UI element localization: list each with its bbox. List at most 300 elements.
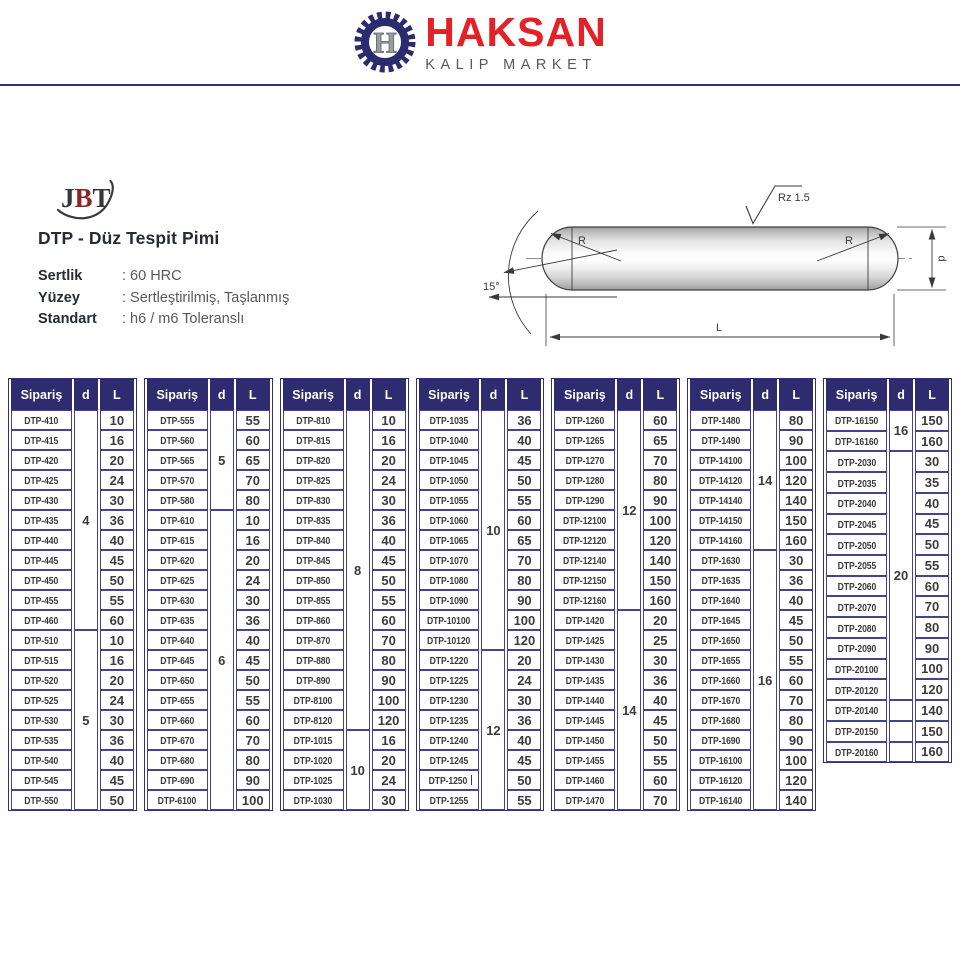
table-row bbox=[419, 670, 542, 690]
table-row bbox=[419, 470, 542, 490]
table-row bbox=[283, 610, 406, 630]
part-number-cell: DTP-1425 bbox=[554, 630, 615, 650]
table-row bbox=[419, 770, 542, 790]
table-row bbox=[554, 730, 677, 750]
part-number-cell: DTP-2045 bbox=[826, 514, 887, 535]
table-row bbox=[690, 790, 813, 810]
part-number-cell: DTP-20160 bbox=[826, 742, 887, 763]
part-number-cell: DTP-1630 bbox=[690, 550, 751, 570]
part-number-cell: DTP-1690 bbox=[690, 730, 751, 750]
table-row bbox=[690, 770, 813, 790]
diameter-cell: 14 bbox=[753, 410, 777, 550]
length-cell: 50 bbox=[372, 570, 406, 590]
part-number-cell: DTP-560 bbox=[147, 430, 208, 450]
part-number-cell: DTP-435 bbox=[11, 510, 72, 530]
part-number-cell: DTP-870 bbox=[283, 630, 344, 650]
header-divider bbox=[0, 84, 960, 86]
table-row bbox=[690, 430, 813, 450]
length-cell: 30 bbox=[915, 451, 949, 472]
part-number-cell: DTP-880 bbox=[283, 650, 344, 670]
part-number-cell: DTP-1060 bbox=[419, 510, 480, 530]
column-header-length: L bbox=[643, 379, 677, 410]
column-header-order: Sipariş bbox=[11, 379, 72, 410]
length-cell: 36 bbox=[507, 710, 541, 730]
part-number-cell: DTP-1055 bbox=[419, 490, 480, 510]
table-row bbox=[554, 430, 677, 450]
table-row bbox=[283, 670, 406, 690]
column-header-diameter: d bbox=[346, 379, 370, 410]
table-row bbox=[147, 430, 270, 450]
column-header-diameter: d bbox=[889, 379, 913, 410]
length-cell: 25 bbox=[643, 630, 677, 650]
table-row bbox=[11, 470, 134, 490]
length-cell: 80 bbox=[372, 650, 406, 670]
length-cell: 20 bbox=[100, 670, 134, 690]
diameter-cell bbox=[889, 721, 913, 742]
table-row bbox=[554, 790, 677, 810]
part-number-cell: DTP-1480 bbox=[690, 410, 751, 430]
length-cell: 30 bbox=[507, 690, 541, 710]
table-row bbox=[419, 410, 542, 430]
length-cell: 45 bbox=[643, 710, 677, 730]
table-row bbox=[690, 690, 813, 710]
part-number-cell: DTP-16150 bbox=[826, 410, 887, 431]
brand-name: HAKSAN bbox=[425, 8, 607, 55]
length-cell: 120 bbox=[643, 530, 677, 550]
table-row bbox=[554, 650, 677, 670]
column-header-length: L bbox=[779, 379, 813, 410]
part-number-cell: DTP-20100 bbox=[826, 659, 887, 680]
length-cell: 10 bbox=[100, 410, 134, 430]
part-number-cell: DTP-16120 bbox=[690, 770, 751, 790]
table-row bbox=[554, 510, 677, 530]
table-row bbox=[554, 750, 677, 770]
part-number-cell: DTP-6100 bbox=[147, 790, 208, 810]
table-row bbox=[283, 730, 406, 750]
part-number-cell: DTP-1230 bbox=[419, 690, 480, 710]
length-cell: 40 bbox=[915, 493, 949, 514]
part-number-cell: DTP-1270 bbox=[554, 450, 615, 470]
table-row bbox=[690, 670, 813, 690]
length-cell: 150 bbox=[915, 721, 949, 742]
length-cell: 36 bbox=[643, 670, 677, 690]
length-cell: 60 bbox=[507, 510, 541, 530]
length-cell: 45 bbox=[779, 610, 813, 630]
length-cell: 24 bbox=[507, 670, 541, 690]
table-row bbox=[11, 770, 134, 790]
part-number-cell: DTP-565 bbox=[147, 450, 208, 470]
table-row bbox=[147, 410, 270, 430]
length-cell: 90 bbox=[779, 730, 813, 750]
part-number-cell: DTP-1670 bbox=[690, 690, 751, 710]
part-number-cell: DTP-810 bbox=[283, 410, 344, 430]
table-row bbox=[690, 550, 813, 570]
length-cell: 140 bbox=[643, 550, 677, 570]
length-cell: 70 bbox=[372, 630, 406, 650]
table-row bbox=[11, 710, 134, 730]
spec-value: : Sertleştirilmiş, Taşlanmış bbox=[122, 289, 290, 306]
part-number-cell: DTP-12140 bbox=[554, 550, 615, 570]
order-table-group-7 bbox=[823, 378, 952, 763]
table-row bbox=[690, 650, 813, 670]
column-header-order: Sipariş bbox=[147, 379, 208, 410]
part-number-cell: DTP-1460 bbox=[554, 770, 615, 790]
length-cell: 24 bbox=[372, 470, 406, 490]
part-number-cell: DTP-1045 bbox=[419, 450, 480, 470]
length-cell: 120 bbox=[915, 679, 949, 700]
spec-label: Standart bbox=[38, 311, 97, 327]
diameter-cell: 6 bbox=[210, 510, 234, 810]
diameter-cell: 12 bbox=[617, 410, 641, 610]
table-row bbox=[283, 510, 406, 530]
length-cell: 40 bbox=[507, 730, 541, 750]
table-row bbox=[11, 570, 134, 590]
part-number-cell: DTP-850 bbox=[283, 570, 344, 590]
order-table-group-5 bbox=[551, 378, 680, 811]
length-cell: 70 bbox=[507, 550, 541, 570]
table-row bbox=[554, 670, 677, 690]
diameter-cell: 16 bbox=[889, 410, 913, 451]
table-row bbox=[826, 596, 949, 617]
part-number-cell: DTP-2040 bbox=[826, 493, 887, 514]
length-cell: 36 bbox=[100, 510, 134, 530]
table-row bbox=[826, 451, 949, 472]
length-cell: 140 bbox=[779, 490, 813, 510]
table-row bbox=[554, 530, 677, 550]
diameter-cell: 20 bbox=[889, 451, 913, 700]
part-number-cell: DTP-550 bbox=[11, 790, 72, 810]
table-row bbox=[147, 590, 270, 610]
length-cell: 36 bbox=[372, 510, 406, 530]
table-row bbox=[147, 710, 270, 730]
length-cell: 40 bbox=[100, 750, 134, 770]
part-number-cell: DTP-1025 bbox=[283, 770, 344, 790]
part-number-cell: DTP-545 bbox=[11, 770, 72, 790]
length-cell: 60 bbox=[915, 576, 949, 597]
table-row bbox=[826, 638, 949, 659]
length-cell: 120 bbox=[779, 770, 813, 790]
part-number-cell: DTP-845 bbox=[283, 550, 344, 570]
part-number-cell: DTP-16140 bbox=[690, 790, 751, 810]
table-row bbox=[147, 750, 270, 770]
length-cell: 40 bbox=[507, 430, 541, 450]
diameter-cell: 5 bbox=[210, 410, 234, 510]
length-cell: 20 bbox=[100, 450, 134, 470]
table-row bbox=[554, 470, 677, 490]
diameter-cell: 10 bbox=[481, 410, 505, 650]
table-row bbox=[554, 590, 677, 610]
length-cell: 50 bbox=[779, 630, 813, 650]
part-number-cell: DTP-1455 bbox=[554, 750, 615, 770]
length-cell: 70 bbox=[643, 790, 677, 810]
table-row bbox=[690, 450, 813, 470]
part-number-cell: DTP-1280 bbox=[554, 470, 615, 490]
length-cell: 16 bbox=[100, 650, 134, 670]
length-cell: 90 bbox=[372, 670, 406, 690]
part-number-cell: DTP-14140 bbox=[690, 490, 751, 510]
length-cell: 40 bbox=[643, 690, 677, 710]
part-number-cell: DTP-825 bbox=[283, 470, 344, 490]
length-cell: 45 bbox=[100, 770, 134, 790]
column-header-order: Sipariş bbox=[826, 379, 887, 410]
part-number-cell: DTP-455 bbox=[11, 590, 72, 610]
length-cell: 45 bbox=[372, 550, 406, 570]
table-row bbox=[419, 550, 542, 570]
table-row bbox=[11, 410, 134, 430]
table-row bbox=[419, 630, 542, 650]
page-title: DTP - Düz Tespit Pimi bbox=[38, 228, 220, 248]
length-cell: 100 bbox=[779, 750, 813, 770]
length-cell: 30 bbox=[100, 490, 134, 510]
length-cell: 60 bbox=[100, 610, 134, 630]
table-row bbox=[690, 610, 813, 630]
table-row bbox=[419, 690, 542, 710]
text-cursor bbox=[471, 775, 472, 785]
part-number-cell: DTP-1255 bbox=[419, 790, 480, 810]
table-row bbox=[283, 430, 406, 450]
length-cell: 80 bbox=[236, 490, 270, 510]
table-row bbox=[826, 493, 949, 514]
length-cell: 80 bbox=[915, 617, 949, 638]
length-cell: 120 bbox=[372, 710, 406, 730]
length-cell: 30 bbox=[372, 790, 406, 810]
length-label: L bbox=[716, 322, 723, 334]
length-cell: 70 bbox=[236, 470, 270, 490]
length-cell: 45 bbox=[507, 750, 541, 770]
length-cell: 16 bbox=[100, 430, 134, 450]
part-number-cell: DTP-1050 bbox=[419, 470, 480, 490]
part-number-cell: DTP-2030 bbox=[826, 451, 887, 472]
table-row bbox=[283, 630, 406, 650]
length-cell: 16 bbox=[372, 730, 406, 750]
brand-text bbox=[425, 8, 607, 73]
part-number-cell: DTP-860 bbox=[283, 610, 344, 630]
length-cell: 160 bbox=[915, 742, 949, 763]
table-row bbox=[826, 576, 949, 597]
table-row bbox=[283, 750, 406, 770]
table-row bbox=[690, 530, 813, 550]
length-cell: 50 bbox=[100, 790, 134, 810]
length-cell: 150 bbox=[779, 510, 813, 530]
part-number-cell: DTP-530 bbox=[11, 710, 72, 730]
table-row bbox=[826, 659, 949, 680]
part-number-cell: DTP-630 bbox=[147, 590, 208, 610]
table-row bbox=[11, 550, 134, 570]
part-number-cell: DTP-1260 bbox=[554, 410, 615, 430]
spec-label: Yüzey bbox=[38, 289, 80, 306]
order-table-group-6 bbox=[687, 378, 816, 811]
site-header bbox=[0, 10, 960, 74]
length-cell: 60 bbox=[643, 770, 677, 790]
table-row bbox=[11, 490, 134, 510]
part-number-cell: DTP-2080 bbox=[826, 617, 887, 638]
length-cell: 160 bbox=[915, 431, 949, 452]
table-row bbox=[419, 570, 542, 590]
monogram-letter: H bbox=[373, 26, 397, 60]
table-row bbox=[826, 700, 949, 721]
length-cell: 100 bbox=[643, 510, 677, 530]
part-number-cell: DTP-1250 bbox=[419, 770, 480, 790]
column-header-diameter: d bbox=[74, 379, 98, 410]
column-header-order: Sipariş bbox=[283, 379, 344, 410]
spec-row bbox=[38, 288, 289, 310]
table-row bbox=[283, 590, 406, 610]
part-number-cell: DTP-1650 bbox=[690, 630, 751, 650]
part-number-cell: DTP-1440 bbox=[554, 690, 615, 710]
diameter-cell: 10 bbox=[346, 730, 370, 810]
part-number-cell: DTP-12100 bbox=[554, 510, 615, 530]
diameter-cell: 16 bbox=[753, 550, 777, 810]
length-cell: 30 bbox=[100, 710, 134, 730]
angle-arc bbox=[508, 211, 538, 334]
table-row bbox=[690, 470, 813, 490]
length-cell: 50 bbox=[915, 534, 949, 555]
part-number-cell: DTP-1655 bbox=[690, 650, 751, 670]
length-cell: 50 bbox=[643, 730, 677, 750]
length-cell: 40 bbox=[100, 530, 134, 550]
length-cell: 45 bbox=[100, 550, 134, 570]
table-row bbox=[419, 490, 542, 510]
order-table-group-4 bbox=[416, 378, 545, 811]
table-row bbox=[419, 510, 542, 530]
table-row bbox=[147, 450, 270, 470]
part-number-cell: DTP-2050 bbox=[826, 534, 887, 555]
table-row bbox=[826, 514, 949, 535]
length-cell: 120 bbox=[779, 470, 813, 490]
table-row bbox=[419, 750, 542, 770]
order-table-group-1 bbox=[8, 378, 137, 811]
spec-value: : 60 HRC bbox=[122, 268, 182, 284]
table-row bbox=[419, 590, 542, 610]
part-number-cell: DTP-815 bbox=[283, 430, 344, 450]
table-row bbox=[11, 730, 134, 750]
length-cell: 55 bbox=[643, 750, 677, 770]
table-row bbox=[419, 710, 542, 730]
table-row bbox=[283, 490, 406, 510]
column-header-diameter: d bbox=[481, 379, 505, 410]
part-number-cell: DTP-840 bbox=[283, 530, 344, 550]
part-number-cell: DTP-515 bbox=[11, 650, 72, 670]
part-number-cell: DTP-20120 bbox=[826, 679, 887, 700]
length-cell: 70 bbox=[236, 730, 270, 750]
table-row bbox=[147, 570, 270, 590]
part-number-cell: DTP-650 bbox=[147, 670, 208, 690]
length-cell: 50 bbox=[236, 670, 270, 690]
part-number-cell: DTP-1015 bbox=[283, 730, 344, 750]
length-cell: 100 bbox=[507, 610, 541, 630]
part-number-cell: DTP-1030 bbox=[283, 790, 344, 810]
length-cell: 30 bbox=[779, 550, 813, 570]
length-cell: 20 bbox=[507, 650, 541, 670]
table-row bbox=[419, 430, 542, 450]
length-cell: 65 bbox=[507, 530, 541, 550]
part-number-cell: DTP-1645 bbox=[690, 610, 751, 630]
part-number-cell: DTP-1020 bbox=[283, 750, 344, 770]
column-header-order: Sipariş bbox=[690, 379, 751, 410]
length-cell: 70 bbox=[779, 690, 813, 710]
table-row bbox=[826, 431, 949, 452]
table-row bbox=[147, 690, 270, 710]
radius-label-left: R bbox=[578, 235, 586, 247]
length-cell: 70 bbox=[643, 450, 677, 470]
table-row bbox=[283, 770, 406, 790]
length-cell: 160 bbox=[643, 590, 677, 610]
column-header-order: Sipariş bbox=[419, 379, 480, 410]
length-cell: 100 bbox=[236, 790, 270, 810]
length-cell: 35 bbox=[915, 472, 949, 493]
part-number-cell: DTP-20150 bbox=[826, 721, 887, 742]
technical-drawing bbox=[480, 168, 958, 360]
part-number-cell: DTP-1035 bbox=[419, 410, 480, 430]
length-cell: 24 bbox=[100, 690, 134, 710]
part-number-cell: DTP-1290 bbox=[554, 490, 615, 510]
length-cell: 60 bbox=[372, 610, 406, 630]
part-number-cell: DTP-835 bbox=[283, 510, 344, 530]
part-number-cell: DTP-1430 bbox=[554, 650, 615, 670]
part-number-cell: DTP-410 bbox=[11, 410, 72, 430]
table-row bbox=[554, 410, 677, 430]
length-cell: 36 bbox=[779, 570, 813, 590]
length-cell: 24 bbox=[100, 470, 134, 490]
part-number-cell: DTP-10100 bbox=[419, 610, 480, 630]
length-cell: 24 bbox=[236, 570, 270, 590]
table-row bbox=[147, 510, 270, 530]
part-number-cell: DTP-1450 bbox=[554, 730, 615, 750]
length-cell: 60 bbox=[779, 670, 813, 690]
length-cell: 24 bbox=[372, 770, 406, 790]
part-number-cell: DTP-1490 bbox=[690, 430, 751, 450]
part-number-cell: DTP-12120 bbox=[554, 530, 615, 550]
spec-list bbox=[38, 266, 289, 331]
length-cell: 100 bbox=[372, 690, 406, 710]
part-number-cell: DTP-425 bbox=[11, 470, 72, 490]
part-number-cell: DTP-830 bbox=[283, 490, 344, 510]
part-number-cell: DTP-610 bbox=[147, 510, 208, 530]
part-number-cell: DTP-1635 bbox=[690, 570, 751, 590]
length-cell: 10 bbox=[100, 630, 134, 650]
diameter-cell: 12 bbox=[481, 650, 505, 810]
part-number-cell: DTP-1245 bbox=[419, 750, 480, 770]
length-cell: 20 bbox=[643, 610, 677, 630]
length-cell: 60 bbox=[643, 410, 677, 430]
length-cell: 45 bbox=[915, 514, 949, 535]
radius-label-right: R bbox=[845, 235, 853, 247]
table-row bbox=[554, 770, 677, 790]
part-number-cell: DTP-450 bbox=[11, 570, 72, 590]
part-number-cell: DTP-1225 bbox=[419, 670, 480, 690]
part-number-cell: DTP-1070 bbox=[419, 550, 480, 570]
table-row bbox=[826, 742, 949, 763]
length-cell: 45 bbox=[236, 650, 270, 670]
table-row bbox=[283, 530, 406, 550]
length-cell: 140 bbox=[779, 790, 813, 810]
length-cell: 55 bbox=[236, 690, 270, 710]
table-row bbox=[283, 710, 406, 730]
part-number-cell: DTP-1235 bbox=[419, 710, 480, 730]
part-number-cell: DTP-1470 bbox=[554, 790, 615, 810]
table-row bbox=[147, 670, 270, 690]
table-row bbox=[554, 710, 677, 730]
angle-label: 15° bbox=[483, 281, 500, 293]
column-header-length: L bbox=[915, 379, 949, 410]
length-cell: 60 bbox=[236, 710, 270, 730]
column-header-order: Sipariş bbox=[554, 379, 615, 410]
part-number-cell: DTP-525 bbox=[11, 690, 72, 710]
table-row bbox=[147, 530, 270, 550]
diameter-label: d bbox=[935, 255, 948, 262]
part-number-cell: DTP-2090 bbox=[826, 638, 887, 659]
length-cell: 50 bbox=[507, 770, 541, 790]
